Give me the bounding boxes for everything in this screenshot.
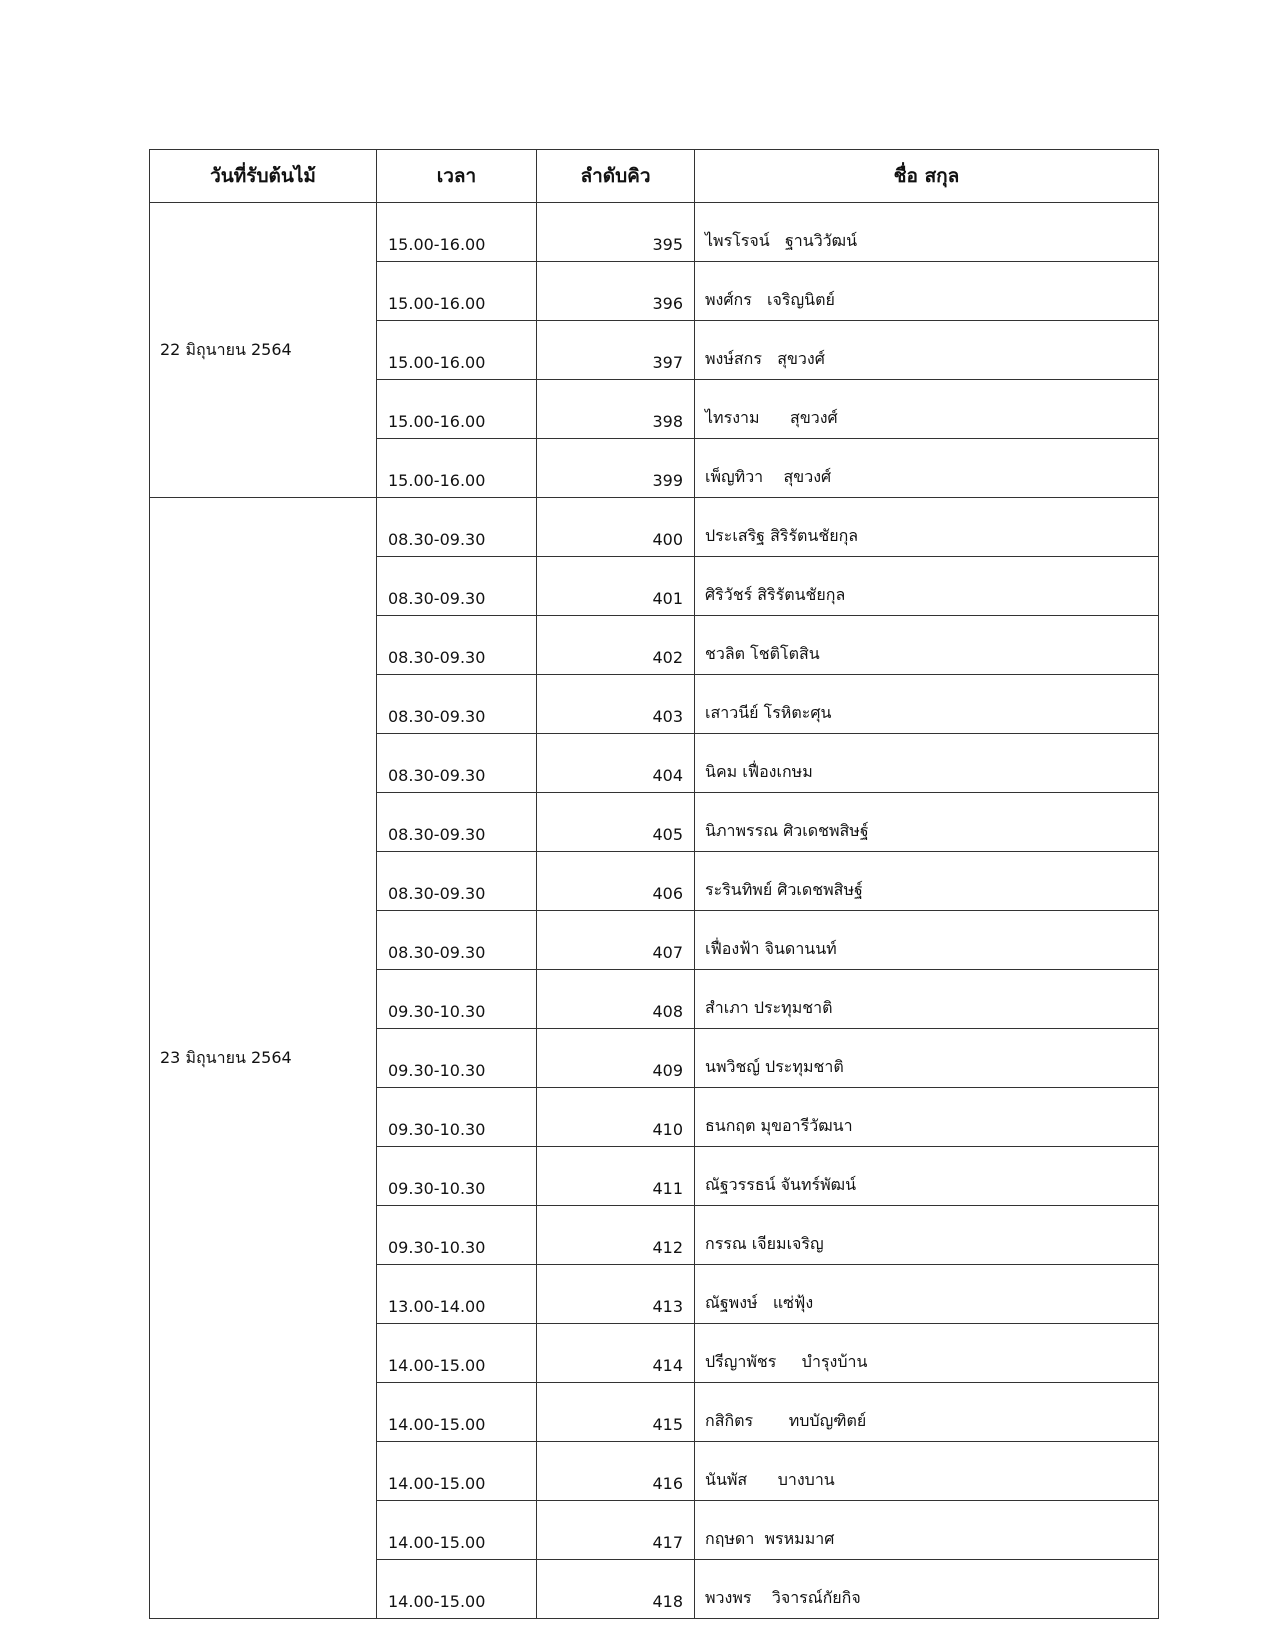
name-cell: นิคม เฟื่องเกษม bbox=[695, 734, 1159, 793]
time-cell: 09.30-10.30 bbox=[377, 1029, 537, 1088]
time-cell: 15.00-16.00 bbox=[377, 262, 537, 321]
time-cell: 08.30-09.30 bbox=[377, 557, 537, 616]
name-cell: ชวลิต โชติโตสิน bbox=[695, 616, 1159, 675]
date-cell: 22 มิถุนายน 2564 bbox=[150, 203, 377, 498]
queue-cell: 398 bbox=[537, 380, 695, 439]
date-cell: 23 มิถุนายน 2564 bbox=[150, 498, 377, 1619]
queue-cell: 418 bbox=[537, 1560, 695, 1619]
name-cell: ณัฐพงษ์ แซ่ฟุ้ง bbox=[695, 1265, 1159, 1324]
time-cell: 15.00-16.00 bbox=[377, 203, 537, 262]
time-cell: 09.30-10.30 bbox=[377, 1147, 537, 1206]
time-cell: 15.00-16.00 bbox=[377, 380, 537, 439]
time-cell: 15.00-16.00 bbox=[377, 321, 537, 380]
header-date: วันที่รับต้นไม้ bbox=[150, 150, 377, 203]
queue-cell: 414 bbox=[537, 1324, 695, 1383]
queue-cell: 397 bbox=[537, 321, 695, 380]
queue-cell: 412 bbox=[537, 1206, 695, 1265]
schedule-table bbox=[149, 149, 1159, 1619]
name-cell: เสาวนีย์ โรหิตะศุน bbox=[695, 675, 1159, 734]
name-cell: ณัฐวรรธน์ จันทร์พัฒน์ bbox=[695, 1147, 1159, 1206]
name-cell: นันพัส บางบาน bbox=[695, 1442, 1159, 1501]
time-cell: 09.30-10.30 bbox=[377, 1206, 537, 1265]
name-cell: นิภาพรรณ ศิวเดชพสิษฐ์ bbox=[695, 793, 1159, 852]
name-cell: พงษ์สกร สุขวงศ์ bbox=[695, 321, 1159, 380]
queue-cell: 399 bbox=[537, 439, 695, 498]
name-cell: สำเภา ประทุมชาติ bbox=[695, 970, 1159, 1029]
table-row bbox=[150, 203, 1159, 262]
time-cell: 14.00-15.00 bbox=[377, 1560, 537, 1619]
time-cell: 13.00-14.00 bbox=[377, 1265, 537, 1324]
header-queue: ลำดับคิว bbox=[537, 150, 695, 203]
name-cell: กฤษดา พรหมมาศ bbox=[695, 1501, 1159, 1560]
queue-cell: 406 bbox=[537, 852, 695, 911]
name-cell: ปรีญาพัชร บำรุงบ้าน bbox=[695, 1324, 1159, 1383]
queue-cell: 417 bbox=[537, 1501, 695, 1560]
header-row bbox=[150, 150, 1159, 203]
time-cell: 08.30-09.30 bbox=[377, 616, 537, 675]
name-cell: พวงพร วิจารณ์กัยกิจ bbox=[695, 1560, 1159, 1619]
time-cell: 14.00-15.00 bbox=[377, 1442, 537, 1501]
time-cell: 08.30-09.30 bbox=[377, 498, 537, 557]
time-cell: 09.30-10.30 bbox=[377, 1088, 537, 1147]
queue-cell: 400 bbox=[537, 498, 695, 557]
queue-cell: 405 bbox=[537, 793, 695, 852]
time-cell: 08.30-09.30 bbox=[377, 911, 537, 970]
name-cell: เฟื่องฟ้า จินดานนท์ bbox=[695, 911, 1159, 970]
queue-cell: 395 bbox=[537, 203, 695, 262]
name-cell: พงศ์กร เจริญนิตย์ bbox=[695, 262, 1159, 321]
queue-cell: 416 bbox=[537, 1442, 695, 1501]
queue-cell: 396 bbox=[537, 262, 695, 321]
queue-cell: 402 bbox=[537, 616, 695, 675]
name-cell: ศิริวัชร์ สิริรัตนชัยกุล bbox=[695, 557, 1159, 616]
time-cell: 14.00-15.00 bbox=[377, 1501, 537, 1560]
queue-cell: 408 bbox=[537, 970, 695, 1029]
queue-cell: 404 bbox=[537, 734, 695, 793]
name-cell: ระรินทิพย์ ศิวเดชพสิษฐ์ bbox=[695, 852, 1159, 911]
queue-cell: 407 bbox=[537, 911, 695, 970]
name-cell: ธนกฤต มุขอารีวัฒนา bbox=[695, 1088, 1159, 1147]
name-cell: ไพรโรจน์ ฐานวิวัฒน์ bbox=[695, 203, 1159, 262]
time-cell: 08.30-09.30 bbox=[377, 852, 537, 911]
time-cell: 15.00-16.00 bbox=[377, 439, 537, 498]
header-name: ชื่อ สกุล bbox=[695, 150, 1159, 203]
name-cell: นพวิชญ์ ประทุมชาติ bbox=[695, 1029, 1159, 1088]
queue-cell: 410 bbox=[537, 1088, 695, 1147]
name-cell: เพ็ญทิวา สุขวงศ์ bbox=[695, 439, 1159, 498]
table-body bbox=[150, 203, 1159, 1619]
queue-cell: 403 bbox=[537, 675, 695, 734]
queue-cell: 409 bbox=[537, 1029, 695, 1088]
queue-cell: 413 bbox=[537, 1265, 695, 1324]
table-row bbox=[150, 498, 1159, 557]
name-cell: ไทรงาม สุขวงศ์ bbox=[695, 380, 1159, 439]
name-cell: กรรณ เจียมเจริญ bbox=[695, 1206, 1159, 1265]
time-cell: 08.30-09.30 bbox=[377, 675, 537, 734]
queue-cell: 401 bbox=[537, 557, 695, 616]
queue-cell: 411 bbox=[537, 1147, 695, 1206]
queue-cell: 415 bbox=[537, 1383, 695, 1442]
time-cell: 08.30-09.30 bbox=[377, 734, 537, 793]
time-cell: 14.00-15.00 bbox=[377, 1324, 537, 1383]
header-time: เวลา bbox=[377, 150, 537, 203]
time-cell: 09.30-10.30 bbox=[377, 970, 537, 1029]
name-cell: กสิกิตร ทบบัญฑิตย์ bbox=[695, 1383, 1159, 1442]
time-cell: 08.30-09.30 bbox=[377, 793, 537, 852]
time-cell: 14.00-15.00 bbox=[377, 1383, 537, 1442]
name-cell: ประเสริฐ สิริรัตนชัยกุล bbox=[695, 498, 1159, 557]
